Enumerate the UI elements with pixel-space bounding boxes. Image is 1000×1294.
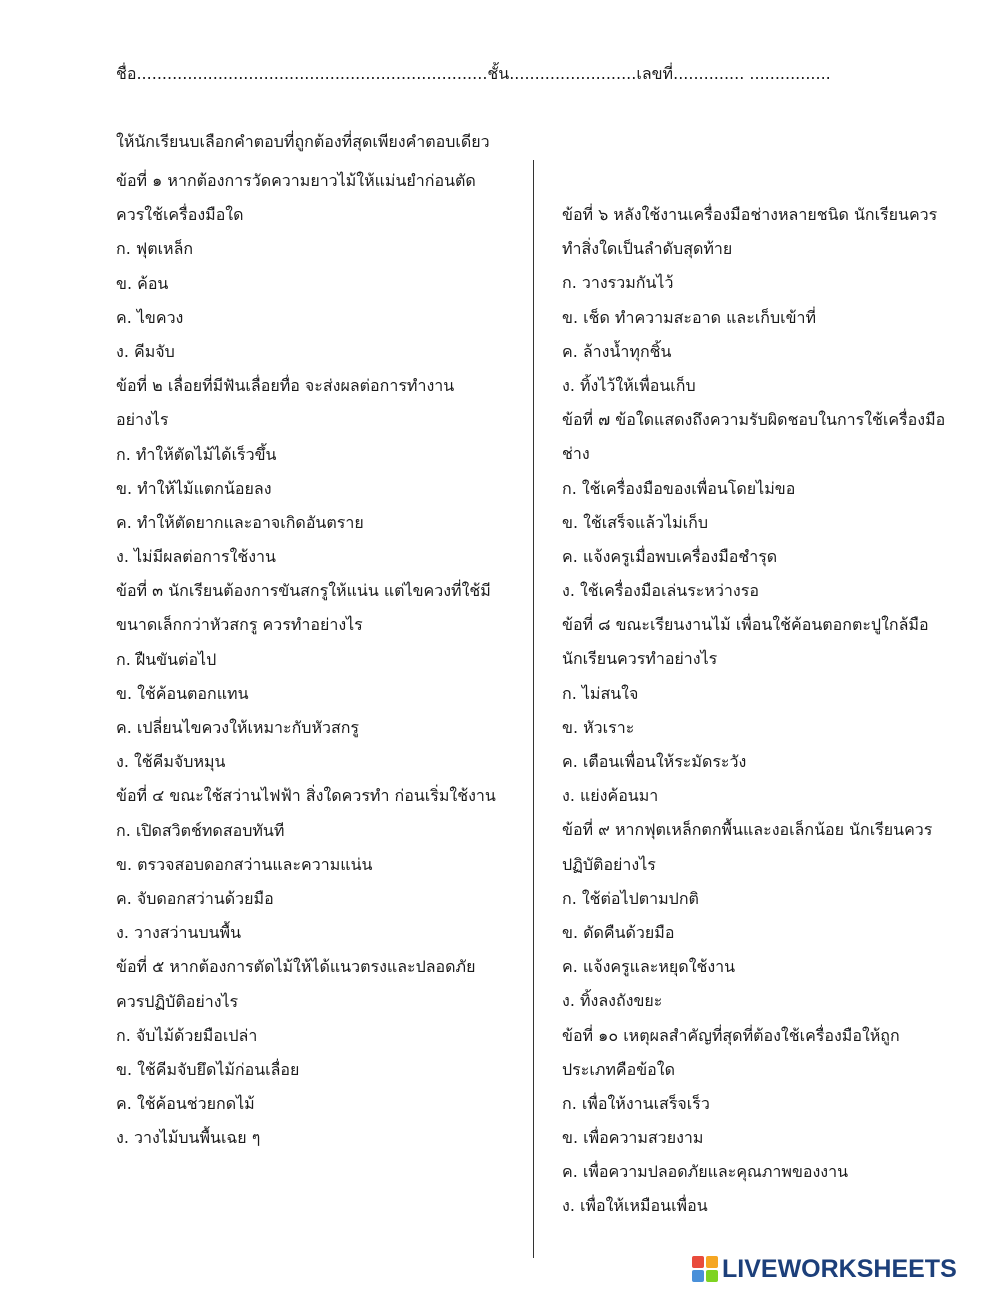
answer-option[interactable]: ข. ตรวจสอบดอกสว่านและความแน่น [116,854,373,874]
instruction-text: ให้นักเรียนบเลือกคำตอบที่ถูกต้องที่สุดเพียงคำตอบเดียว [116,132,490,151]
question-text-continued: ควรใช้เครื่องมือใด [116,205,244,225]
answer-option[interactable]: ก. ใช้เครื่องมือของเพื่อนโดยไม่ขอ [562,478,796,498]
answer-option[interactable]: ข. ค้อน [116,273,169,293]
answer-option[interactable]: ข. ดัดคืนด้วยมือ [562,922,675,942]
answer-option[interactable]: ง. เพื่อให้เหมือนเพื่อน [562,1196,708,1216]
answer-option[interactable]: ง. วางสว่านบนพื้น [116,923,242,943]
question-text: ข้อที่ ๑๐ เหตุผลสำคัญที่สุดที่ต้องใช้เครื่องมือให้ถูก [562,1025,900,1045]
question-text-continued: ทำสิ่งใดเป็นลำดับสุดท้าย [562,239,733,259]
answer-option[interactable]: ข. หัวเราะ [562,717,635,737]
question-text: ข้อที่ ๓ นักเรียนต้องการขันสกรูให้แน่น แต่ไขควงที่ใช้มี [116,581,491,601]
answer-option[interactable]: ง. วางไม้บนพื้นเฉย ๆ [116,1128,261,1148]
right-question-column [562,198,962,1224]
logo-square-blue [692,1270,704,1282]
liveworksheets-logo[interactable] [692,1252,992,1286]
question-text-continued: อย่างไร [116,410,169,430]
answer-option[interactable]: ง. ใช้คีมจับหมุน [116,752,226,772]
logo-square-orange [706,1256,718,1268]
answer-option[interactable]: ค. ล้างน้ำทุกชิ้น [562,341,672,361]
answer-option[interactable]: ก. ไม่สนใจ [562,683,639,703]
answer-option[interactable]: ข. ใช้คีมจับยึดไม้ก่อนเลื่อย [116,1059,300,1079]
liveworksheets-logo-text: LIVEWORKSHEETS [722,1254,957,1283]
answer-option[interactable]: ค. ใช้ค้อนช่วยกดไม้ [116,1094,255,1114]
question-text: ข้อที่ ๕ หากต้องการตัดไม้ให้ได้แนวตรงและปลอดภัย [116,957,476,977]
question-text-continued: ประเภทคือข้อใด [562,1059,675,1079]
question-text: ข้อที่ ๘ ขณะเรียนงานไม้ เพื่อนใช้ค้อนตอกตะปูใกล้มือ [562,615,929,635]
answer-option[interactable]: ก. ฟุตเหล็ก [116,239,194,259]
answer-option[interactable]: ง. ทิ้งไว้ให้เพื่อนเก็บ [562,375,696,395]
answer-option[interactable]: ค. ทำให้ตัดยากและอาจเกิดอันตราย [116,512,364,532]
student-info-line: ชื่อ.....................................................................ชั้น.........................เลขที่.............. ................ [116,64,831,83]
question-text: ข้อที่ ๗ ข้อใดแสดงถึงความรับผิดชอบในการใช้เครื่องมือ [562,410,946,430]
question-text-continued: นักเรียนควรทำอย่างไร [562,649,718,669]
answer-option[interactable]: ค. เปลี่ยนไขควงให้เหมาะกับหัวสกรู [116,718,360,737]
answer-option[interactable]: ก. วางรวมกันไว้ [562,273,674,293]
answer-option[interactable]: ค. จับดอกสว่านด้วยมือ [116,888,274,908]
answer-option[interactable]: ข. ทำให้ไม้แตกน้อยลง [116,478,272,498]
answer-option[interactable]: ง. ไม่มีผลต่อการใช้งาน [116,547,276,567]
answer-option[interactable]: ข. เช็ด ทำความสะอาด และเก็บเข้าที่ [562,307,817,327]
question-text: ข้อที่ ๖ หลังใช้งานเครื่องมือช่างหลายชนิด นักเรียนควร [562,205,938,224]
question-text-continued: ช่าง [562,444,590,464]
answer-option[interactable]: ข. เพื่อความสวยงาม [562,1128,704,1148]
logo-square-red [692,1256,704,1268]
answer-option[interactable]: ข. ใช้ค้อนตอกแทน [116,683,249,703]
answer-option[interactable]: ข. ใช้เสร็จแล้วไม่เก็บ [562,512,708,532]
answer-option[interactable]: ง. ทิ้งลงถังขยะ [562,991,663,1011]
answer-option[interactable]: ก. เปิดสวิตช์ทดสอบทันที [116,820,285,840]
question-text: ข้อที่ ๒ เลื่อยที่มีฟันเลื่อยทื่อ จะส่งผลต่อการทำงาน [116,376,455,396]
question-text-continued: ปฏิบัติอย่างไร [562,854,656,874]
answer-option[interactable]: ค. ไขควง [116,307,184,327]
answer-option[interactable]: ง. ใช้เครื่องมือเล่นระหว่างรอ [562,581,759,601]
question-text-continued: ควรปฏิบัติอย่างไร [116,991,239,1011]
answer-option[interactable]: ค. เพื่อความปลอดภัยและคุณภาพของงาน [562,1162,849,1182]
answer-option[interactable]: ง. แย่งค้อนมา [562,786,659,806]
answer-option[interactable]: ก. ทำให้ตัดไม้ได้เร็วขึ้น [116,444,277,464]
question-text: ข้อที่ ๔ ขณะใช้สว่านไฟฟ้า สิ่งใดควรทำ ก่อนเริ่มใช้งาน [116,786,496,806]
question-text: ข้อที่ ๙ หากฟุตเหล็กตกพื้นและงอเล็กน้อย นักเรียนควร [562,820,933,840]
left-question-column [116,164,526,1155]
question-text-continued: ขนาดเล็กกว่าหัวสกรู ควรทำอย่างไร [116,615,363,635]
answer-option[interactable]: ก. จับไม้ด้วยมือเปล่า [116,1025,258,1045]
answer-option[interactable]: ก. ฝืนขันต่อไป [116,649,217,669]
liveworksheets-logo-icon [692,1256,718,1282]
answer-option[interactable]: ค. เตือนเพื่อนให้ระมัดระวัง [562,752,747,771]
answer-option[interactable]: ค. แจ้งครูเมื่อพบเครื่องมือชำรุด [562,546,778,566]
answer-option[interactable]: ค. แจ้งครูและหยุดใช้งาน [562,957,736,977]
question-text: ข้อที่ ๑ หากต้องการวัดความยาวไม้ให้แม่นยำก่อนตัด [116,171,476,190]
column-divider [533,160,534,1258]
logo-square-green [706,1270,718,1282]
answer-option[interactable]: ก. ใช้ต่อไปตามปกติ [562,888,699,908]
answer-option[interactable]: ก. เพื่อให้งานเสร็จเร็ว [562,1093,710,1113]
answer-option[interactable]: ง. คีมจับ [116,341,175,361]
